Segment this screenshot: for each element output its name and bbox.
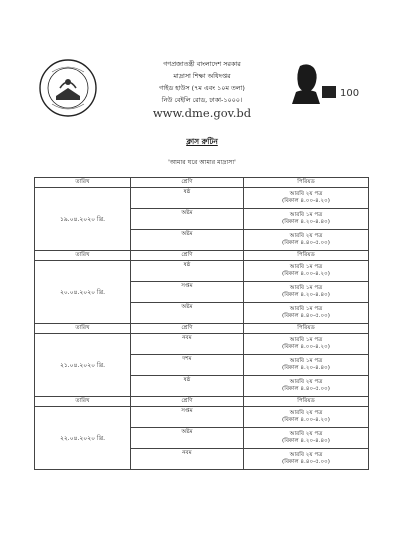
class-cell: অষ্টম [131,209,244,230]
column-header-class: শ্রেণি [131,178,244,188]
column-header-date: তারিখ [35,251,131,261]
class-cell: সপ্তম [131,407,244,428]
dme-emblem-logo [38,58,98,118]
column-header-period: পিরিয়ড [244,324,369,334]
table-row [35,261,369,282]
column-header-period: পিরিয়ড [244,397,369,407]
period-cell [244,188,369,209]
table-header-row [35,324,369,334]
column-header-period: পিরিয়ড [244,178,369,188]
period-subject: আরবি ১ম পত্র [289,358,323,364]
period-subject: আরবি ২য় পত্র [289,410,323,416]
period-subject: আরবি ২য় পত্র [289,379,323,385]
table-header-row [35,251,369,261]
date-cell: ২১.০৪.২০২০ খ্রি. [35,334,131,397]
period-time: (বিকাল ৪.০০-৪.২০) [282,344,330,350]
header-website-link[interactable]: www.dme.gov.bd [152,106,252,120]
table-row [35,334,369,355]
header-building: গাইড হাউস (৭ম এবং ১০ম তলা) [159,84,245,92]
svg-text:100: 100 [340,88,360,99]
period-cell [244,230,369,251]
period-time: (বিকাল ৪.৪০-৫.০০) [282,386,330,392]
period-time: (বিকাল ৪.০০-৪.২০) [282,271,330,277]
period-time: (বিকাল ৪.২০-৪.৪০) [282,438,330,444]
period-subject: আরবি ২য় পত্র [289,452,323,458]
column-header-class: শ্রেণি [131,324,244,334]
table-header-row [35,397,369,407]
period-time: (বিকাল ৪.২০-৪.৪০) [282,219,330,225]
period-cell [244,261,369,282]
column-header-date: তারিখ [35,397,131,407]
date-cell: ২২.০৪.২০২০ খ্রি. [35,407,131,470]
class-cell: নবম [131,449,244,470]
column-header-period: পিরিয়ড [244,251,369,261]
period-cell [244,355,369,376]
class-cell: অষ্টম [131,428,244,449]
date-cell: ১৯.০৪.২০২০ খ্রি. [35,188,131,251]
period-subject: আরবি ১ম পত্র [289,264,323,270]
table-row [35,407,369,428]
column-header-class: শ্রেণি [131,251,244,261]
class-cell: ষষ্ঠ [131,376,244,397]
page-subtitle: 'আমার ঘরে আমার মাদ্রাসা' [168,159,236,166]
period-subject: আরবি ১ম পত্র [289,212,323,218]
class-routine-table [34,177,369,470]
date-cell: ২০.০৪.২০২০ খ্রি. [35,261,131,324]
period-cell [244,282,369,303]
column-header-date: তারিখ [35,324,131,334]
class-cell: অষ্টম [131,230,244,251]
period-time: (বিকাল ৪.০০-৪.২০) [282,417,330,423]
period-subject: আরবি ১ম পত্র [289,285,323,291]
class-cell: সপ্তম [131,282,244,303]
header-directorate: মাদ্রাসা শিক্ষা অধিদপ্তর [173,72,231,80]
period-time: (বিকাল ৪.২০-৪.৪০) [282,365,330,371]
column-header-date: তারিখ [35,178,131,188]
period-cell [244,334,369,355]
period-cell [244,209,369,230]
class-cell: দশম [131,355,244,376]
period-cell [244,376,369,397]
period-subject: আরবি ১ম পত্র [289,306,323,312]
class-cell: ষষ্ঠ [131,261,244,282]
period-time: (বিকাল ৪.৪০-৫.০০) [282,313,330,319]
period-time: (বিকাল ৪.০০-৪.২০) [282,198,330,204]
period-time: (বিকাল ৪.২০-৪.৪০) [282,292,330,298]
period-subject: আরবি ২য় পত্র [289,191,323,197]
header-govt: গণপ্রজাতন্ত্রী বাংলাদেশ সরকার [163,60,241,68]
column-header-class: শ্রেণি [131,397,244,407]
period-cell [244,303,369,324]
period-subject: আরবি ২য় পত্র [289,431,323,437]
table-row [35,188,369,209]
period-subject: আরবি ১ম পত্র [289,337,323,343]
period-cell [244,449,369,470]
header-address: নিউ বেইলি রোড, ঢাকা-১০০০। [161,96,243,104]
class-cell: নবম [131,334,244,355]
period-cell [244,407,369,428]
period-cell [244,428,369,449]
page-title: ক্লাস রুটিন [186,137,218,146]
period-subject: আরবি ২য় পত্র [289,233,323,239]
period-time: (বিকাল ৪.৪০-৫.০০) [282,459,330,465]
table-header-row [35,178,369,188]
period-time: (বিকাল ৪.৪০-৫.০০) [282,240,330,246]
class-cell: ষষ্ঠ [131,188,244,209]
class-cell: অষ্টম [131,303,244,324]
